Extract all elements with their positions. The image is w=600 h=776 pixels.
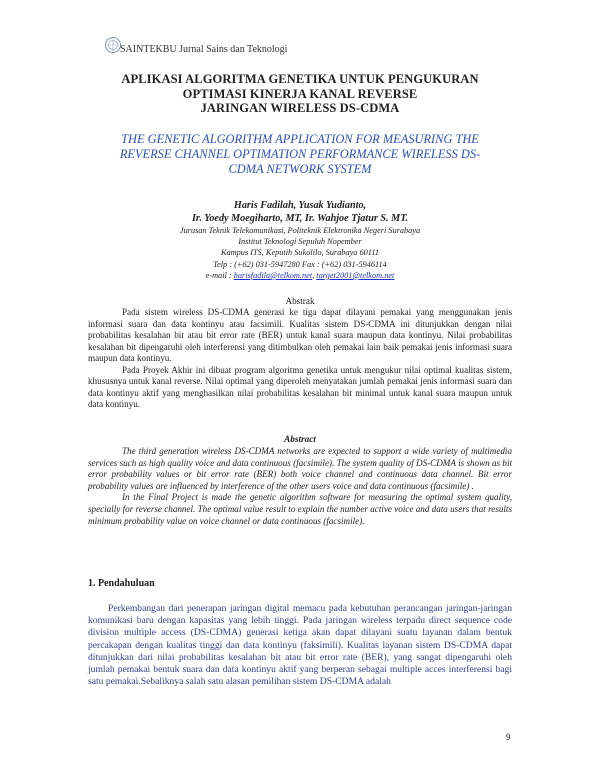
title-line-3: JARINGAN WIRELESS DS-CDMA	[200, 101, 400, 115]
abstract-body	[88, 446, 512, 527]
affiliation-line-4: Telp : (+62) 031-5947280 Fax : (+62) 031-5946114	[213, 259, 387, 269]
abstract-paragraph-1: The third generation wireless DS-CDMA networks are expected to support a wide variety of multimedia services such as high quality voice and data continuous (facsimile). The system quality of DS-CDMA is shown as bit error probability values or bit error rate (BER) both voice channel and continuous data channel. Bit error probability values are influenced by interference of the other users voice and data continuous (facsimile) .	[88, 446, 512, 491]
email-link-2[interactable]: target2001@telkom.net	[316, 270, 395, 280]
email-separator: ,	[312, 270, 317, 280]
abstrak-body	[88, 307, 512, 411]
email-line	[60, 270, 540, 281]
page-number: 9	[506, 732, 511, 742]
english-title-line-1: THE GENETIC ALGORITHM APPLICATION FOR MEASURING THE	[121, 132, 479, 146]
author-list	[60, 199, 540, 225]
english-title-line-2: REVERSE CHANNEL OPTIMATION PERFORMANCE WIRELESS DS-	[119, 147, 481, 161]
affiliation-line-3: Kampus ITS, Keputih Sukolilo, Surabaya 60111	[220, 248, 380, 258]
title-line-1: APLIKASI ALGORITMA GENETIKA UNTUK PENGUKURAN	[121, 72, 479, 86]
english-title	[80, 132, 520, 177]
section-body	[88, 603, 512, 688]
email-label: e-mail :	[205, 270, 234, 280]
abstract-heading: Abstract	[284, 434, 316, 444]
abstract-paragraph-2: In the Final Project is made the genetic algorithm software for measuring the optimal system quality, specially for reverse channel. The optimal value result to explain the number active voice and data users that results minimum probability value on voice channel or data continuous (facsimile).	[88, 492, 512, 526]
abstrak-heading: Abstrak	[285, 296, 315, 306]
title-line-2: OPTIMASI KINERJA KANAL REVERSE	[182, 86, 418, 101]
affiliation-line-1: Jurusan Teknik Telekomunikasi, Politeknik Elektronika Negeri Surabaya	[179, 226, 421, 235]
section-heading-pendahuluan: 1. Pendahuluan	[88, 578, 155, 589]
email-link-1[interactable]: harisfadila@telkom.net	[233, 270, 313, 280]
english-title-line-3: CDMA NETWORK SYSTEM	[228, 162, 372, 176]
authors-line-1: Haris Fadilah, Yusak Yudianto,	[233, 200, 367, 211]
abstrak-paragraph-1: Pada sistem wireless DS-CDMA generasi ke tiga dapat dilayani pemakai yang menggunakan jenis informasi suara dan data kontinyu atau facsimili. Kualitas sistem DS-CDMA ini ditunjukkan dengan nilai probabilitas kesalahan bit atau bit error rate (BER) untuk kanal suara maupun data kontinyu. Nilai probabilitas kesalahan bit dipengaruhi oleh interferensi yang ditimbulkan oleh pemakai lain baik pemakai jenis informasi suara maupun data kontinyu.	[88, 307, 512, 363]
paper-title	[60, 72, 540, 116]
affiliation-block	[60, 225, 540, 281]
journal-name: SAINTEKBU Jurnal Sains dan Teknologi	[120, 44, 288, 55]
abstrak-paragraph-2: Pada Proyek Akhir ini dibuat program algoritma genetika untuk mengukur nilai optimal kualitas sistem, khususnya untuk kanal reverse. Nilai optimal yang diperoleh menyatakan jumlah pemakai jenis informasi suara dan data kontinyu aktif yang menghasilkan nilai probabilitas kesalahan bit minimal untuk kanal suara maupun untuk data kontinyu.	[88, 364, 512, 409]
affiliation-line-2: Institut Teknologi Sepuluh Nopember	[238, 237, 362, 247]
section-paragraph-1: Perkembangan dari penerapan jaringan digital memacu pada kebutuhan perancangan jaringan-jaringan komunikasi baru dengan kapasitas yang lebih tinggi. Pada jaringan wireless terpadu direct sequence code division multiple access (DS-CDMA) generasi ketiga akan dapat dilayani suatu layanan dalam bentuk percakapan dengan kualitas tinggi dan data kontinyu (faksimili). Kualitas layanan sistem DS-CDMA dapat ditunjukkan dari nilai probabilitas kesalahan bit atau bit error rate (BER), yang sangat dipengaruhi oleh jumlah pemakai bentuk suara dan data kontinyu aktif yang berperan sebagai multiple acces interferensi bagi satu pemakai.Sebaliknya salah satu alasan pemilihan sistem DS-CDMA adalah	[88, 603, 512, 688]
authors-line-2: Ir. Yoedy Moegiharto, MT, Ir. Wahjoe Tjatur S. MT.	[191, 213, 409, 224]
